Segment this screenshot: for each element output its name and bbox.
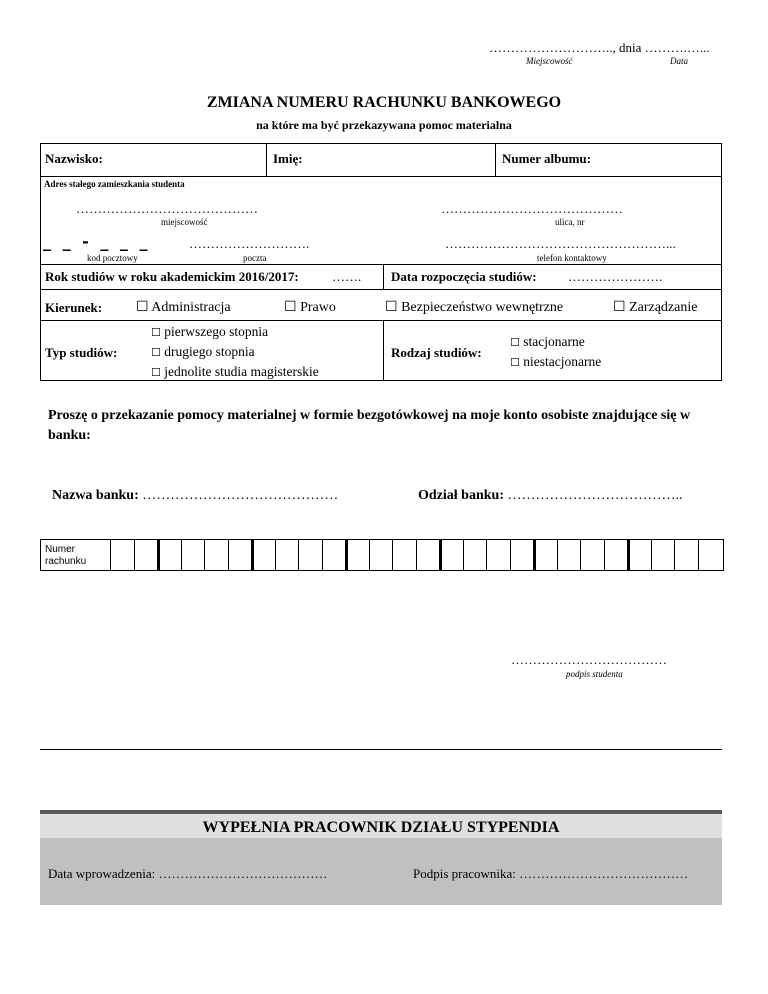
student-signature-label: podpis studenta [566,669,623,679]
section-divider [40,749,722,750]
account-digit-cell[interactable] [228,540,252,570]
account-digit-cell[interactable] [698,540,722,570]
street-label: ulica, nr [555,217,585,227]
account-digit-cell[interactable] [251,540,275,570]
postal-code-label: kod pocztowy [87,253,138,263]
study-type-label: Typ studiów: [45,345,118,360]
study-year-label: Rok studiów w roku akademickim 2016/2017: [45,269,299,284]
phone-field[interactable]: ……………………………………………... [445,236,676,251]
page-subtitle: na które ma być przekazywana pomoc materialna [256,118,512,132]
account-digit-cell[interactable] [157,540,181,570]
postal-code-field[interactable]: _ _ - _ _ _ [43,232,151,251]
account-digit-cell[interactable] [510,540,534,570]
account-digit-cell[interactable] [204,540,228,570]
major-option-prawo[interactable]: ☐ Prawo [284,299,336,315]
account-digit-cell[interactable] [345,540,369,570]
checkbox-icon[interactable]: ☐ [510,336,520,349]
account-digit-cell[interactable] [298,540,322,570]
staff-signature-label: Podpis pracownika: [413,866,516,881]
student-signature-field[interactable]: ……………………………… [511,652,667,667]
account-digit-cell[interactable] [392,540,416,570]
account-digit-cell[interactable] [416,540,440,570]
study-mode-option-part-time[interactable]: ☐ niestacjonarne [510,354,602,369]
surname-label[interactable]: Nazwisko: [45,151,103,166]
checkbox-icon[interactable]: ☐ [151,346,161,359]
checkbox-icon[interactable]: ☐ [284,299,297,315]
bank-branch-field[interactable]: ……………………………….. [507,488,683,503]
address-label: Adres stałego zamieszkania studenta [44,179,185,189]
account-digit-cell[interactable] [463,540,487,570]
place-date-line[interactable]: ……………………….., dnia ……….…... [489,40,710,55]
account-digit-cell[interactable] [651,540,675,570]
start-date-field[interactable]: …………………. [568,269,663,284]
page-title: ZMIANA NUMERU RACHUNKU BANKOWEGO [206,94,562,111]
account-number-label: Numer rachunku [45,544,87,567]
bank-name-row[interactable] [52,488,338,504]
account-digit-cell[interactable] [275,540,299,570]
study-type-option-unified[interactable]: ☐ jednolite studia magisterskie [151,364,319,379]
checkbox-icon[interactable]: ☐ [510,356,520,369]
bank-branch-label: Odział banku: [418,488,504,503]
account-number-grid[interactable] [40,539,724,571]
start-date-label: Data rozpoczęcia studiów: [391,269,537,284]
date-label: Data [670,56,688,66]
study-type-option-first[interactable]: ☐ pierwszego stopnia [151,324,269,339]
account-digit-cell[interactable] [580,540,604,570]
study-mode-label: Rodzaj studiów: [391,345,482,360]
place-label: Miejscowość [526,56,573,66]
study-year-field[interactable]: ……. [332,269,362,284]
account-digit-cell[interactable] [369,540,393,570]
staff-signature-field[interactable]: ………………………………… [519,866,689,881]
account-digit-cell[interactable] [181,540,205,570]
album-number-label[interactable]: Numer albumu: [502,151,591,166]
study-type-option-second[interactable]: ☐ drugiego stopnia [151,344,255,359]
checkbox-icon[interactable]: ☐ [136,299,149,315]
major-option-administracja[interactable]: ☐ Administracja [136,299,231,315]
request-paragraph: Proszę o przekazanie pomocy materialnej w formie bezgotówkowej na moje konto osobiste znajdujące się w banku: [48,408,691,443]
major-option-zarzadzanie[interactable]: ☐ Zarządzanie [613,299,698,315]
post-office-label: poczta [243,253,267,263]
account-digit-cell[interactable] [557,540,581,570]
account-digit-cell[interactable] [134,540,158,570]
account-digit-cell[interactable] [674,540,698,570]
staff-signature-row[interactable] [413,866,688,882]
post-office-field[interactable]: ………………………. [189,236,310,251]
personal-data-table [40,143,722,381]
account-digit-cell[interactable] [604,540,628,570]
phone-label: telefon kontaktowy [537,253,607,263]
checkbox-icon[interactable]: ☐ [151,366,161,379]
checkbox-icon[interactable]: ☐ [151,326,161,339]
account-digit-cell[interactable] [533,540,557,570]
office-section [40,810,722,905]
checkbox-icon[interactable]: ☐ [385,299,398,315]
bank-branch-row[interactable] [418,488,682,504]
name-label[interactable]: Imię: [273,151,303,166]
account-digit-cell[interactable] [322,540,346,570]
bank-name-label: Nazwa banku: [52,488,139,503]
city-label: miejscowość [161,217,208,227]
account-digit-cell[interactable] [439,540,463,570]
checkbox-icon[interactable]: ☐ [613,299,626,315]
city-field[interactable]: …………………………………… [76,201,258,216]
account-digit-cell[interactable] [110,540,134,570]
entry-date-row[interactable] [48,866,327,882]
entry-date-label: Data wprowadzenia: [48,866,156,881]
bank-name-field[interactable]: …………………………………… [142,488,339,503]
entry-date-field[interactable]: ………………………………… [158,866,328,881]
study-mode-option-full-time[interactable]: ☐ stacjonarne [510,334,585,349]
account-digit-cell[interactable] [627,540,651,570]
major-label: Kierunek: [45,300,103,315]
major-option-bezpieczenstwo[interactable]: ☐ Bezpieczeństwo wewnętrzne [385,299,564,315]
office-section-title: WYPEŁNIA PRACOWNIK DZIAŁU STYPENDIA [202,819,560,836]
street-field[interactable]: …………………………………… [441,201,623,216]
account-digit-cell[interactable] [486,540,510,570]
